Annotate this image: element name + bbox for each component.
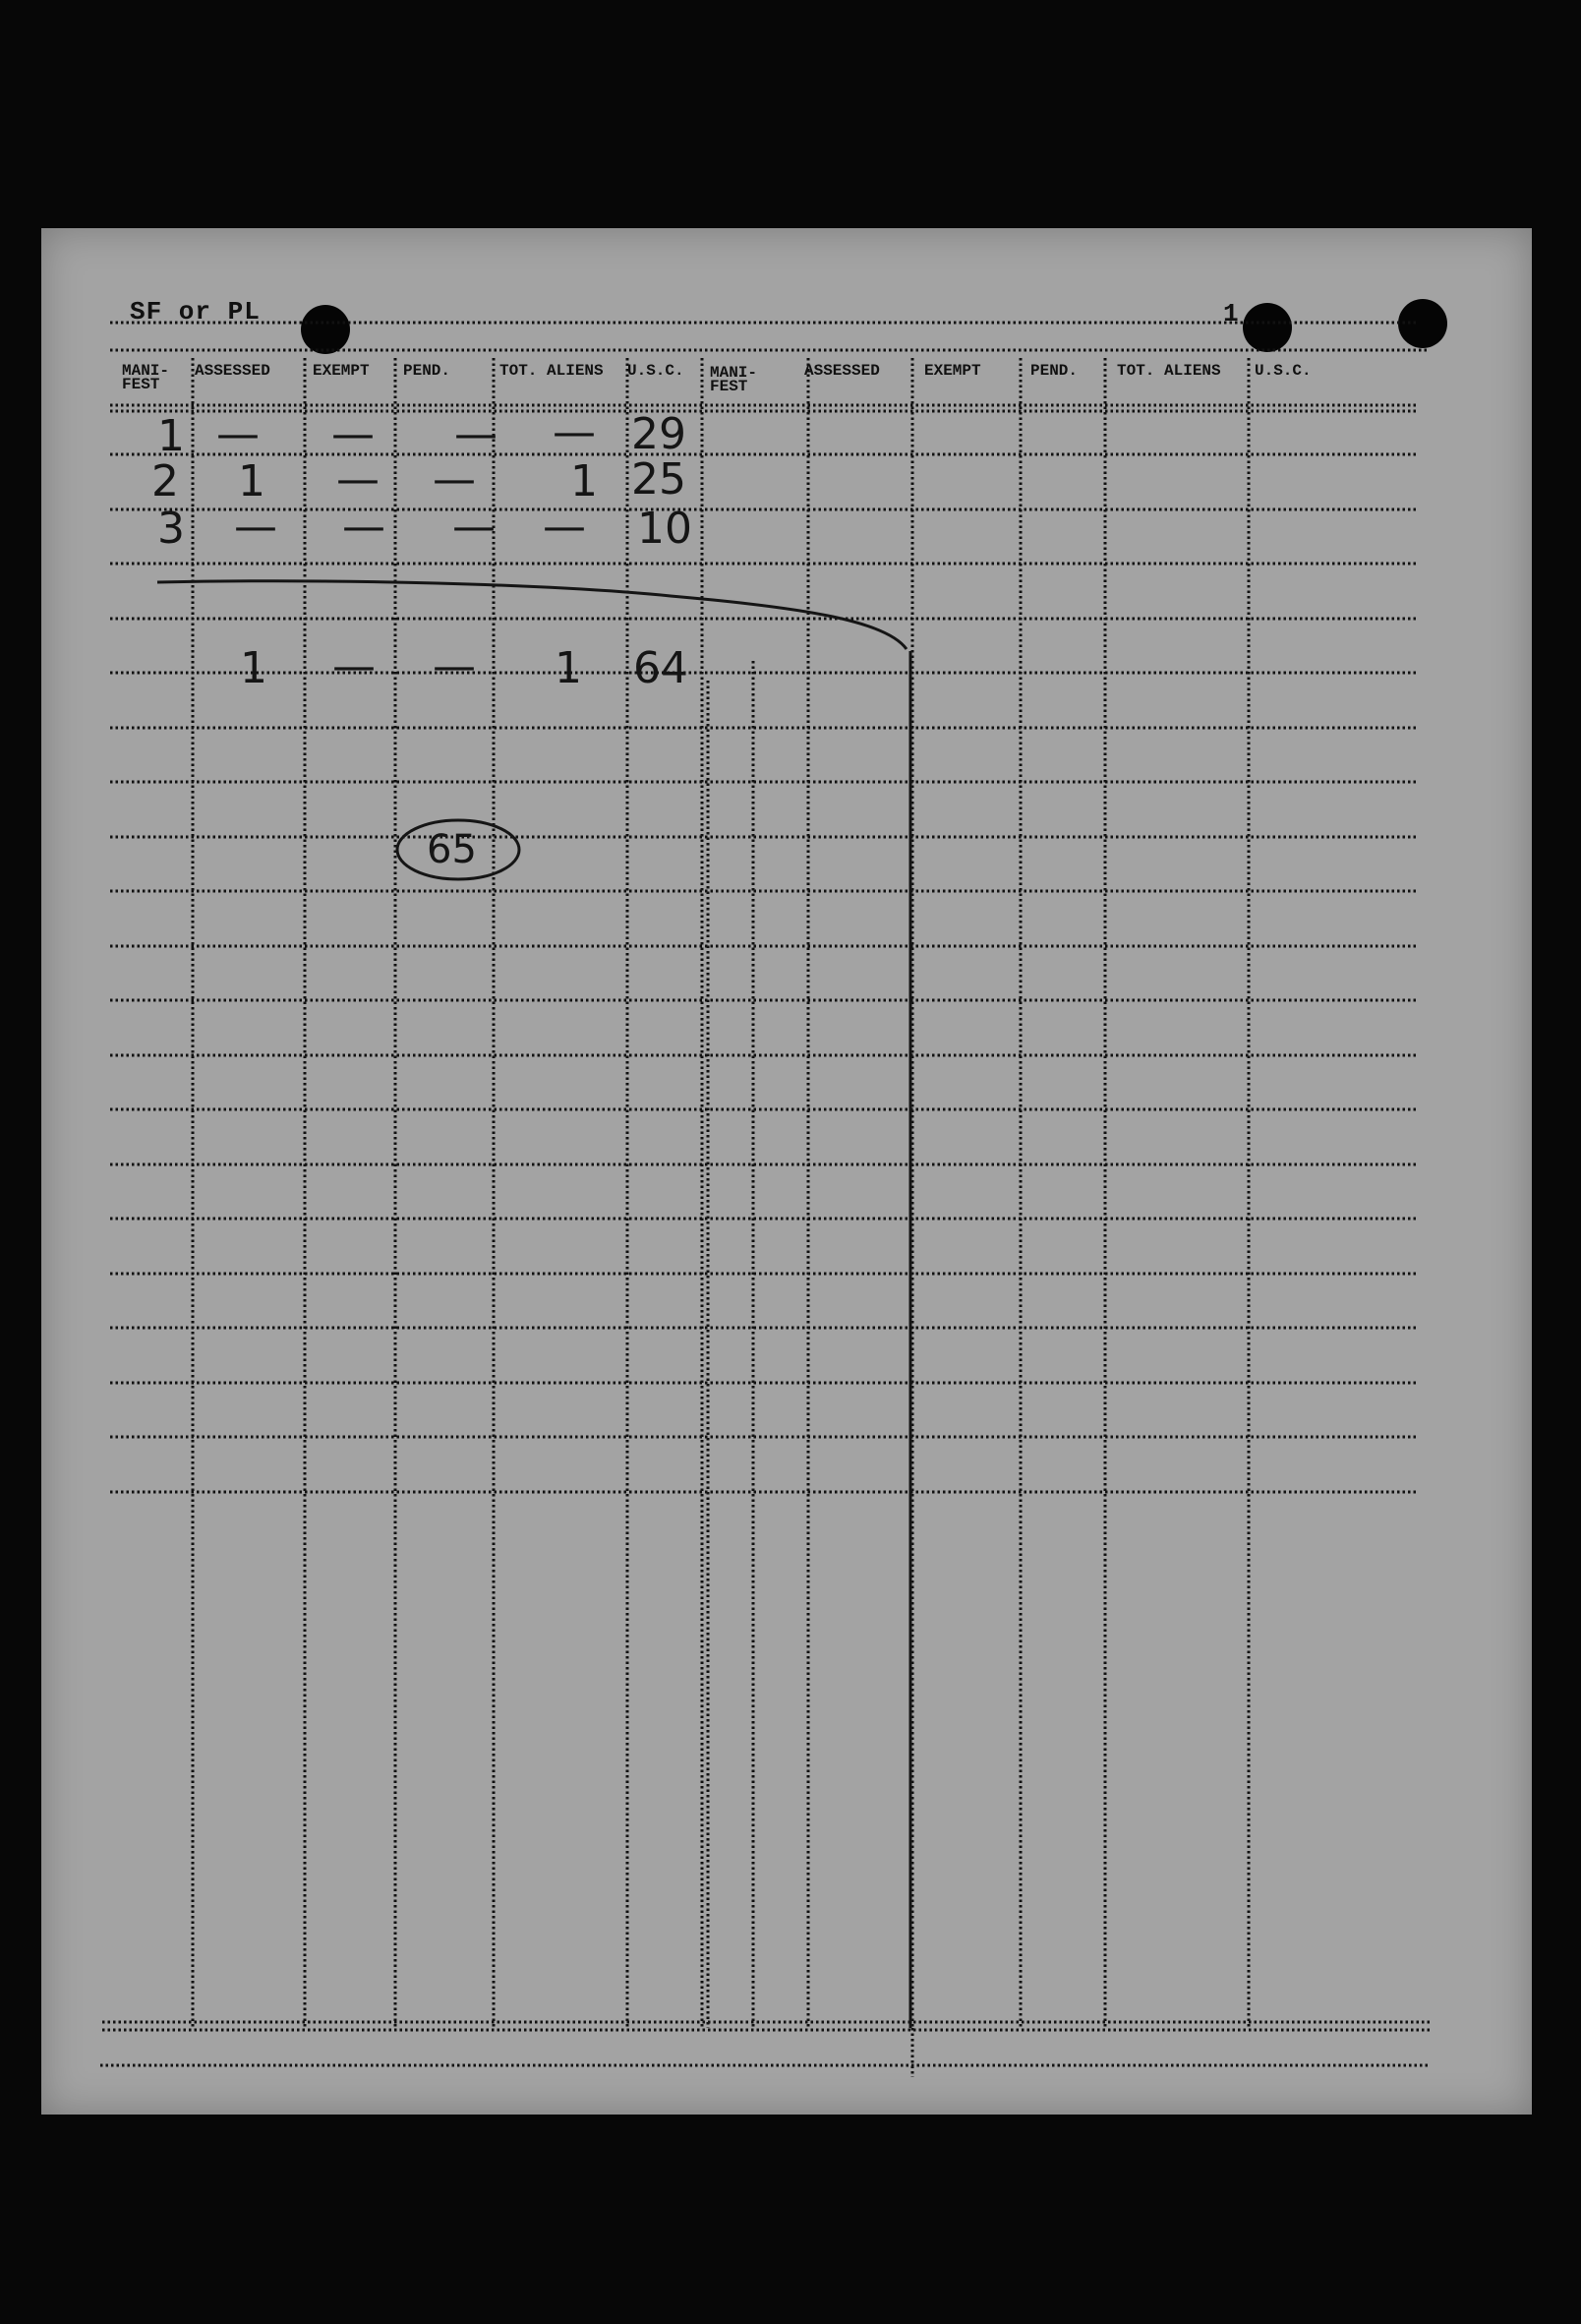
entry-2-pend: — (433, 454, 476, 505)
entry-2-manifest: 2 (151, 456, 179, 507)
form-header-prefix: SF or PL (130, 297, 261, 327)
entry-2-usc: 25 (631, 454, 686, 505)
col-head-exempt-left: EXEMPT (313, 362, 370, 380)
entry-1-tot-aliens: — (553, 407, 596, 457)
entry-3-assessed: — (234, 502, 277, 552)
total-exempt: — (332, 641, 376, 691)
total-tot-aliens: 1 (555, 643, 582, 693)
entry-2-exempt: — (336, 454, 380, 505)
total-pend: — (433, 641, 476, 691)
entry-1-pend: — (454, 409, 498, 459)
entry-1-exempt: — (331, 409, 375, 459)
page-number: 1 (1223, 299, 1239, 328)
col-head-tot-aliens-right: TOT. ALIENS (1117, 362, 1221, 380)
entry-1-usc: 29 (631, 409, 686, 459)
entry-1-manifest: 1 (157, 411, 185, 461)
form-sheet (41, 228, 1532, 2115)
grand-total: 65 (427, 827, 477, 872)
entry-3-usc: 10 (637, 504, 692, 554)
col-head-assessed-left: ASSESSED (195, 362, 270, 380)
total-usc: 64 (633, 643, 688, 693)
total-assessed: 1 (240, 643, 267, 693)
col-head-manifest-right: MANI- FEST (710, 364, 758, 395)
entry-2-tot-aliens: 1 (570, 456, 598, 507)
entry-3-manifest: 3 (157, 504, 185, 554)
col-head-pend-right: PEND. (1030, 362, 1079, 380)
entry-1-assessed: — (216, 409, 260, 459)
col-head-tot-aliens-left: TOT. ALIENS (499, 362, 604, 380)
col-head-manifest-left: MANI- FEST (122, 362, 170, 393)
col-head-usc-right: U.S.C. (1255, 362, 1312, 380)
col-head-exempt-right: EXEMPT (924, 362, 981, 380)
entry-3-tot-aliens: — (543, 502, 586, 552)
col-head-assessed-right: ASSESSED (804, 362, 880, 380)
entry-3-pend: — (452, 502, 496, 552)
handwritten-total-line (157, 581, 907, 649)
entry-3-exempt: — (342, 502, 385, 552)
entry-2-assessed: 1 (238, 456, 265, 507)
col-head-pend-left: PEND. (403, 362, 451, 380)
col-head-usc-left: U.S.C. (627, 362, 684, 380)
